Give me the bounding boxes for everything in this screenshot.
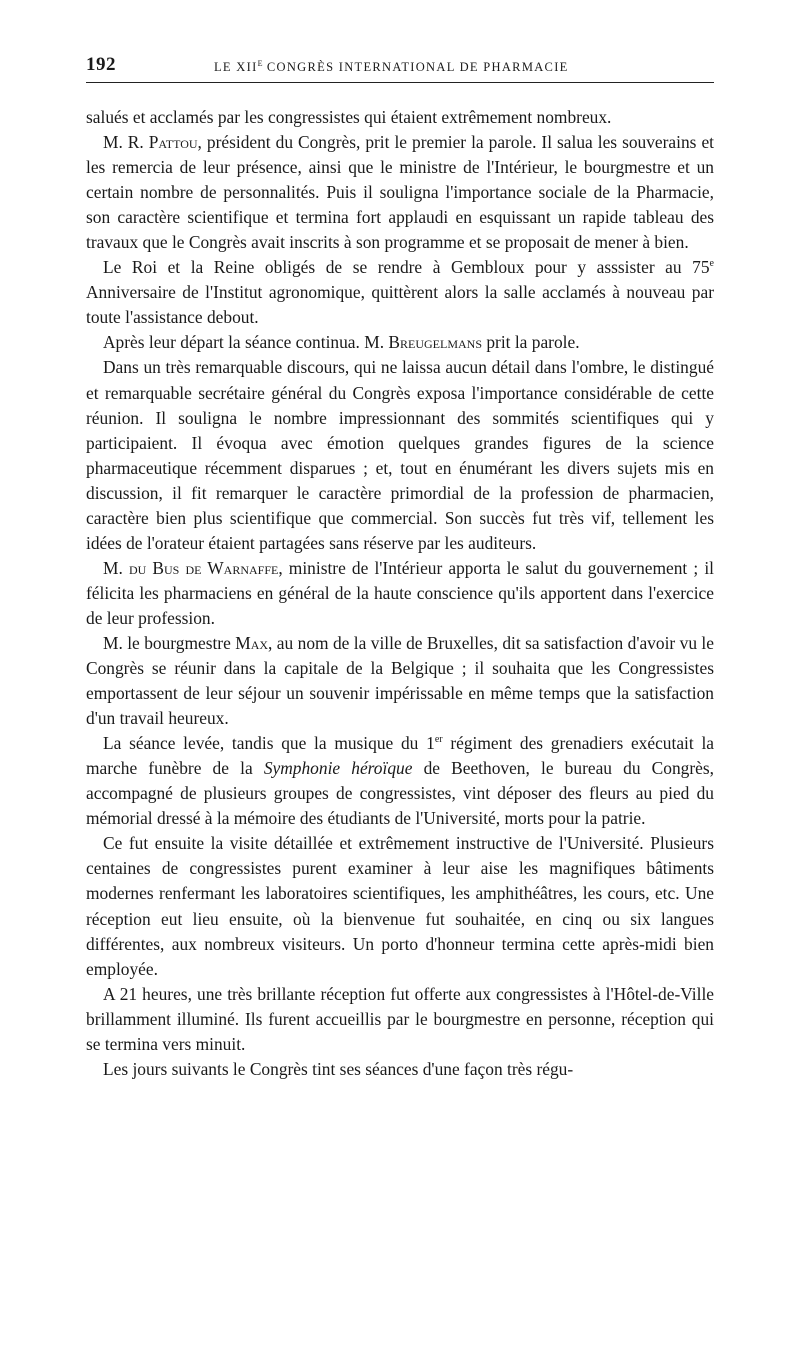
paragraph-3-prefix: Le Roi et la Reine obligés de se rendre à Gembloux pour y asssister au 75 (103, 257, 710, 278)
running-title (214, 60, 569, 75)
paragraph-11: Les jours suivants le Congrès tint ses séances d'une façon très régu- (103, 1058, 574, 1079)
running-title-prefix: LE XII (214, 60, 258, 74)
paragraph-2 (86, 130, 714, 255)
paragraph-4 (86, 330, 714, 355)
paragraph-7-suffix: , au nom de la ville de Bruxelles, dit sa satisfaction d'avoir vu le Congrès se réunir dans la capitale de la Belgique ; il souhaita que les Congressistes emportassent de leur séjour un souvenir impérissable en même temps que la satisfaction d'un travail heureux. (86, 632, 714, 729)
paragraph-6-suffix: , ministre de l'Intérieur apporta le salut du gouvernement ; il félicita les pharmaciens en général de la haute conscience qu'ils apportent dans l'exercice de leur profession. (86, 557, 714, 628)
person-name-du-bus-de-warnaffe: du Bus de Warnaffe (128, 557, 279, 578)
page-number: 192 (86, 54, 116, 75)
paragraph-7-prefix: M. le bourgmestre (103, 632, 236, 653)
work-title-symphonie: Symphonie héroïque (263, 758, 413, 779)
body-text (86, 105, 714, 1082)
paragraph-3 (86, 255, 714, 330)
person-name-pattou: Pattou (148, 132, 198, 153)
page (86, 48, 714, 1082)
running-title-superscript: E (257, 58, 263, 68)
paragraph-5: Dans un très remarquable discours, qui ne laissa aucun détail dans l'ombre, le distingué et remarquable secrétaire général du Congrès exposa l'importance considérable de cette réunion. Il souligna le nombre impressionnant des sommités scientifiques qui y participaient. Il évoqua avec émotion quelques grandes figures de la science pharmaceutique récemment disparues ; et, tout en énumérant les divers sujets mis en discussion, il fit remarquer le caractère primordial de la profession de pharmacien, caractère bien plus scientifique que commercial. Son succès fut très vif, tellement les idées de l'orateur étaient partagées sans réserve par les auditeurs. (86, 357, 714, 553)
paragraph-8-superscript: er (434, 734, 443, 746)
paragraph-8-suffix: de Beethoven, le bureau du Congrès, accompagné de plusieurs groupes de congressistes, vint déposer des fleurs au pied du mémorial dressé à la mémoire des étudiants de l'Université, morts pour la patrie. (86, 758, 714, 829)
paragraph-9: Ce fut ensuite la visite détaillée et extrêmement instructive de l'Université. Plusieurs centaines de congressistes purent examiner à leur aise les magnifiques bâtiments modernes renfermant les laboratoires scientifiques, les amphithéâtres, les cours, etc. Une réception eut lieu ensuite, où la bienvenue fut souhaitée, en cinq ou six langues différentes, aux nombreux visiteurs. Un porto d'honneur termina cette après-midi bien employée. (86, 833, 714, 979)
paragraph-7 (86, 631, 714, 731)
paragraph-3-suffix: Anniversaire de l'Institut agronomique, quittèrent alors la salle acclamés à nouveau par toute l'assistance debout. (86, 282, 714, 328)
paragraph-6 (86, 556, 714, 631)
paragraph-8-middle: régiment des grenadiers exécutait la marche funèbre de la (86, 733, 714, 779)
page-header (86, 48, 714, 83)
paragraph-4-prefix: Après leur départ la séance continua. M. (103, 332, 389, 353)
paragraph-3-superscript: e (709, 258, 714, 270)
running-title-suffix: CONGRÈS INTERNATIONAL DE PHARMACIE (262, 60, 569, 74)
paragraph-1: salués et acclamés par les congressistes qui étaient extrêmement nombreux. (86, 107, 612, 127)
paragraph-6-prefix: M. (103, 557, 129, 578)
paragraph-2-prefix: M. R. (103, 132, 149, 153)
paragraph-8-prefix: La séance levée, tandis que la musique du 1 (103, 733, 435, 754)
person-name-breugelmans: Breugelmans (388, 332, 482, 353)
paragraph-10: A 21 heures, une très brillante réception fut offerte aux congressistes à l'Hôtel-de-Ville brillamment illuminé. Ils furent accueillis par le bourgmestre en personne, réception qui se termina vers minuit. (86, 983, 714, 1054)
paragraph-8 (86, 731, 714, 831)
paragraph-4-suffix: prit la parole. (482, 332, 580, 353)
person-name-max: Max (235, 632, 269, 653)
paragraph-2-text: , président du Congrès, prit le premier la parole. Il salua les souverains et les remercia de leur présence, ainsi que le ministre de l'Intérieur, le bourgmestre et un certain nombre de personnalités. Puis il souligna l'importance sociale de la Pharmacie, son caractère scientifique et termina fort applaudi en esquissant un rapide tableau des travaux que le Congrès avait inscrits à son programme et se proposait de mener à bien. (86, 132, 714, 253)
